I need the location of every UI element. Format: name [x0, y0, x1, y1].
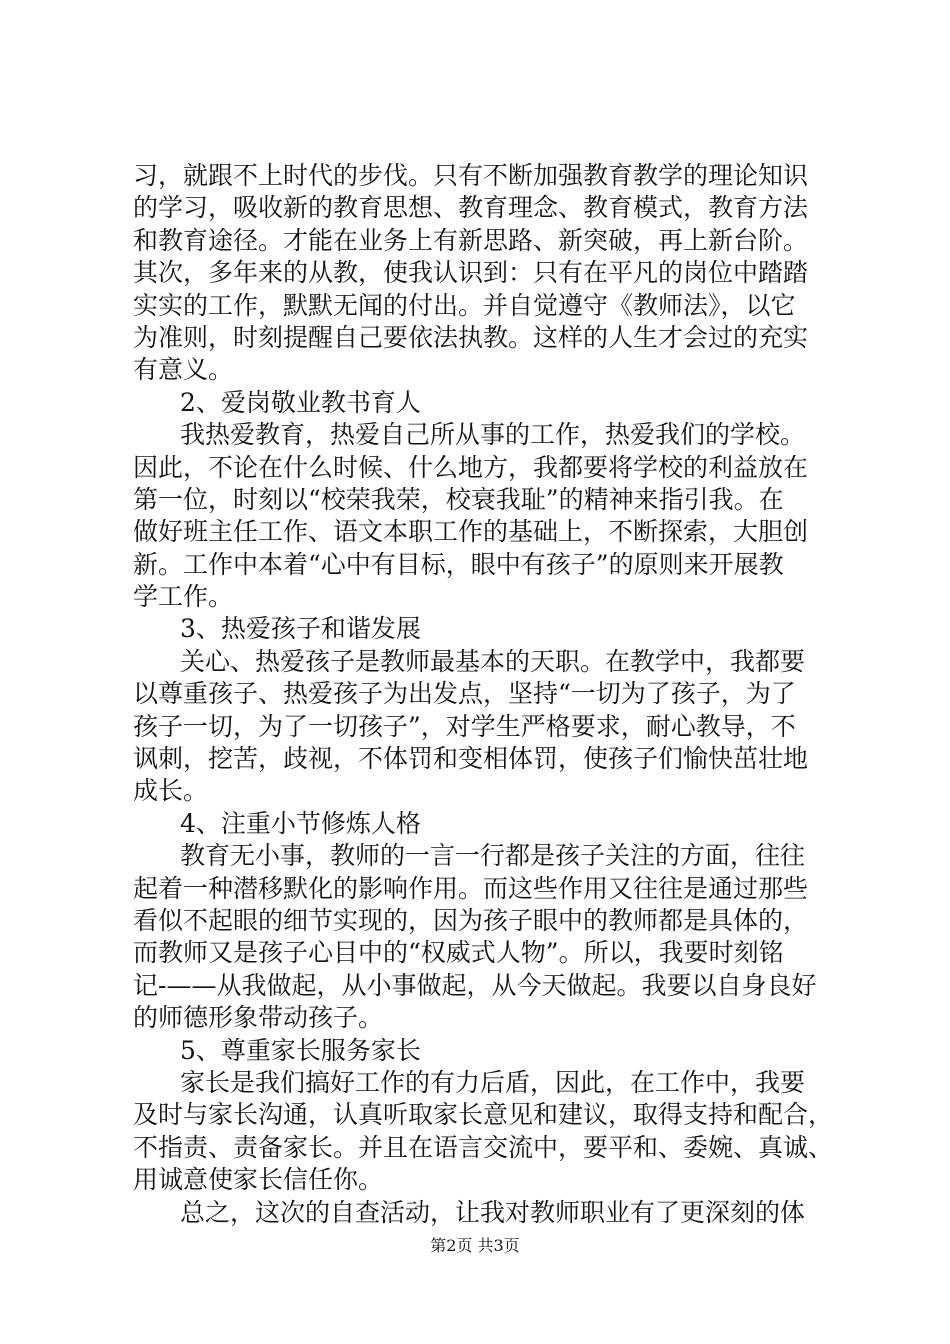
text-line: 有意义。: [133, 355, 234, 385]
text-line: 讽刺，挖苦，歧视，不体罚和变相体罚，使孩子们愉快茁壮地: [133, 744, 809, 774]
section-heading: 2、爱岗敬业教书育人: [180, 387, 421, 417]
text-line: 以尊重孩子、热爱孩子为出发点，坚持“一切为了孩子，为了: [133, 679, 796, 709]
text-line: 的师德形象带动孩子。: [133, 1003, 384, 1033]
section-heading: 5、尊重家长服务家长: [180, 1035, 421, 1065]
section-heading: 3、热爱孩子和谐发展: [180, 614, 421, 644]
text-line: 用诚意使家长信任你。: [133, 1165, 384, 1195]
text-line: 新。工作中本着“心中有目标，眼中有孩子”的原则来开展教: [133, 549, 784, 579]
text-line: 总之，这次的自查活动，让我对教师职业有了更深刻的体: [180, 1197, 806, 1227]
text-line: 第一位，时刻以“校荣我荣，校衰我耻”的精神来指引我。在: [133, 484, 784, 514]
text-line: 成长。: [133, 776, 209, 806]
text-line: 因此，不论在什么时候、什么地方，我都要将学校的利益放在: [133, 452, 809, 482]
text-line: 而教师又是孩子心目中的“权威式人物”。所以，我要时刻铭: [133, 938, 784, 968]
text-line: 为准则，时刻提醒自己要依法执教。这样的人生才会过的充实: [133, 322, 809, 352]
text-line: 做好班主任工作、语文本职工作的基础上，不断探索，大胆创: [133, 517, 809, 547]
text-line: 关心、热爱孩子是教师最基本的天职。在教学中，我都要: [180, 646, 806, 676]
text-line: 及时与家长沟通，认真听取家长意见和建议，取得支持和配合，: [133, 1100, 833, 1130]
text-line: 教育无小事，教师的一言一行都是孩子关注的方面，往往: [180, 841, 806, 871]
section-heading: 4、注重小节修炼人格: [180, 808, 421, 838]
body-text: [133, 160, 833, 1229]
text-line: 学工作。: [133, 582, 234, 612]
text-line: 实实的工作，默默无闻的付出。并自觉遵守《教师法》，以它: [133, 290, 796, 320]
text-line: 和教育途径。才能在业务上有新思路、新突破，再上新台阶。: [133, 225, 809, 255]
text-line: 的学习，吸收新的教育思想、教育理念、教育模式，教育方法: [133, 193, 809, 223]
text-line: 起着一种潜移默化的影响作用。而这些作用又往往是通过那些: [133, 873, 809, 903]
text-line: 看似不起眼的细节实现的，因为孩子眼中的教师都是具体的，: [133, 905, 809, 935]
text-line: 不指责、责备家长。并且在语言交流中，要平和、委婉、真诚、: [133, 1132, 833, 1162]
text-line: 其次，多年来的从教，使我认识到：只有在平凡的岗位中踏踏: [133, 258, 809, 288]
text-line: 记-——从我做起，从小事做起，从今天做起。我要以自身良好: [133, 970, 817, 1000]
text-line: 家长是我们搞好工作的有力后盾，因此，在工作中，我要: [180, 1067, 806, 1097]
text-line: 我热爱教育，热爱自己所从事的工作，热爱我们的学校。: [180, 420, 806, 450]
text-line: 习，就跟不上时代的步伐。只有不断加强教育教学的理论知识: [133, 161, 809, 190]
text-line: 孩子一切，为了一切孩子”，对学生严格要求，耐心教导，不: [133, 711, 796, 741]
page-number-footer: 第2页 共3页: [430, 1236, 520, 1255]
